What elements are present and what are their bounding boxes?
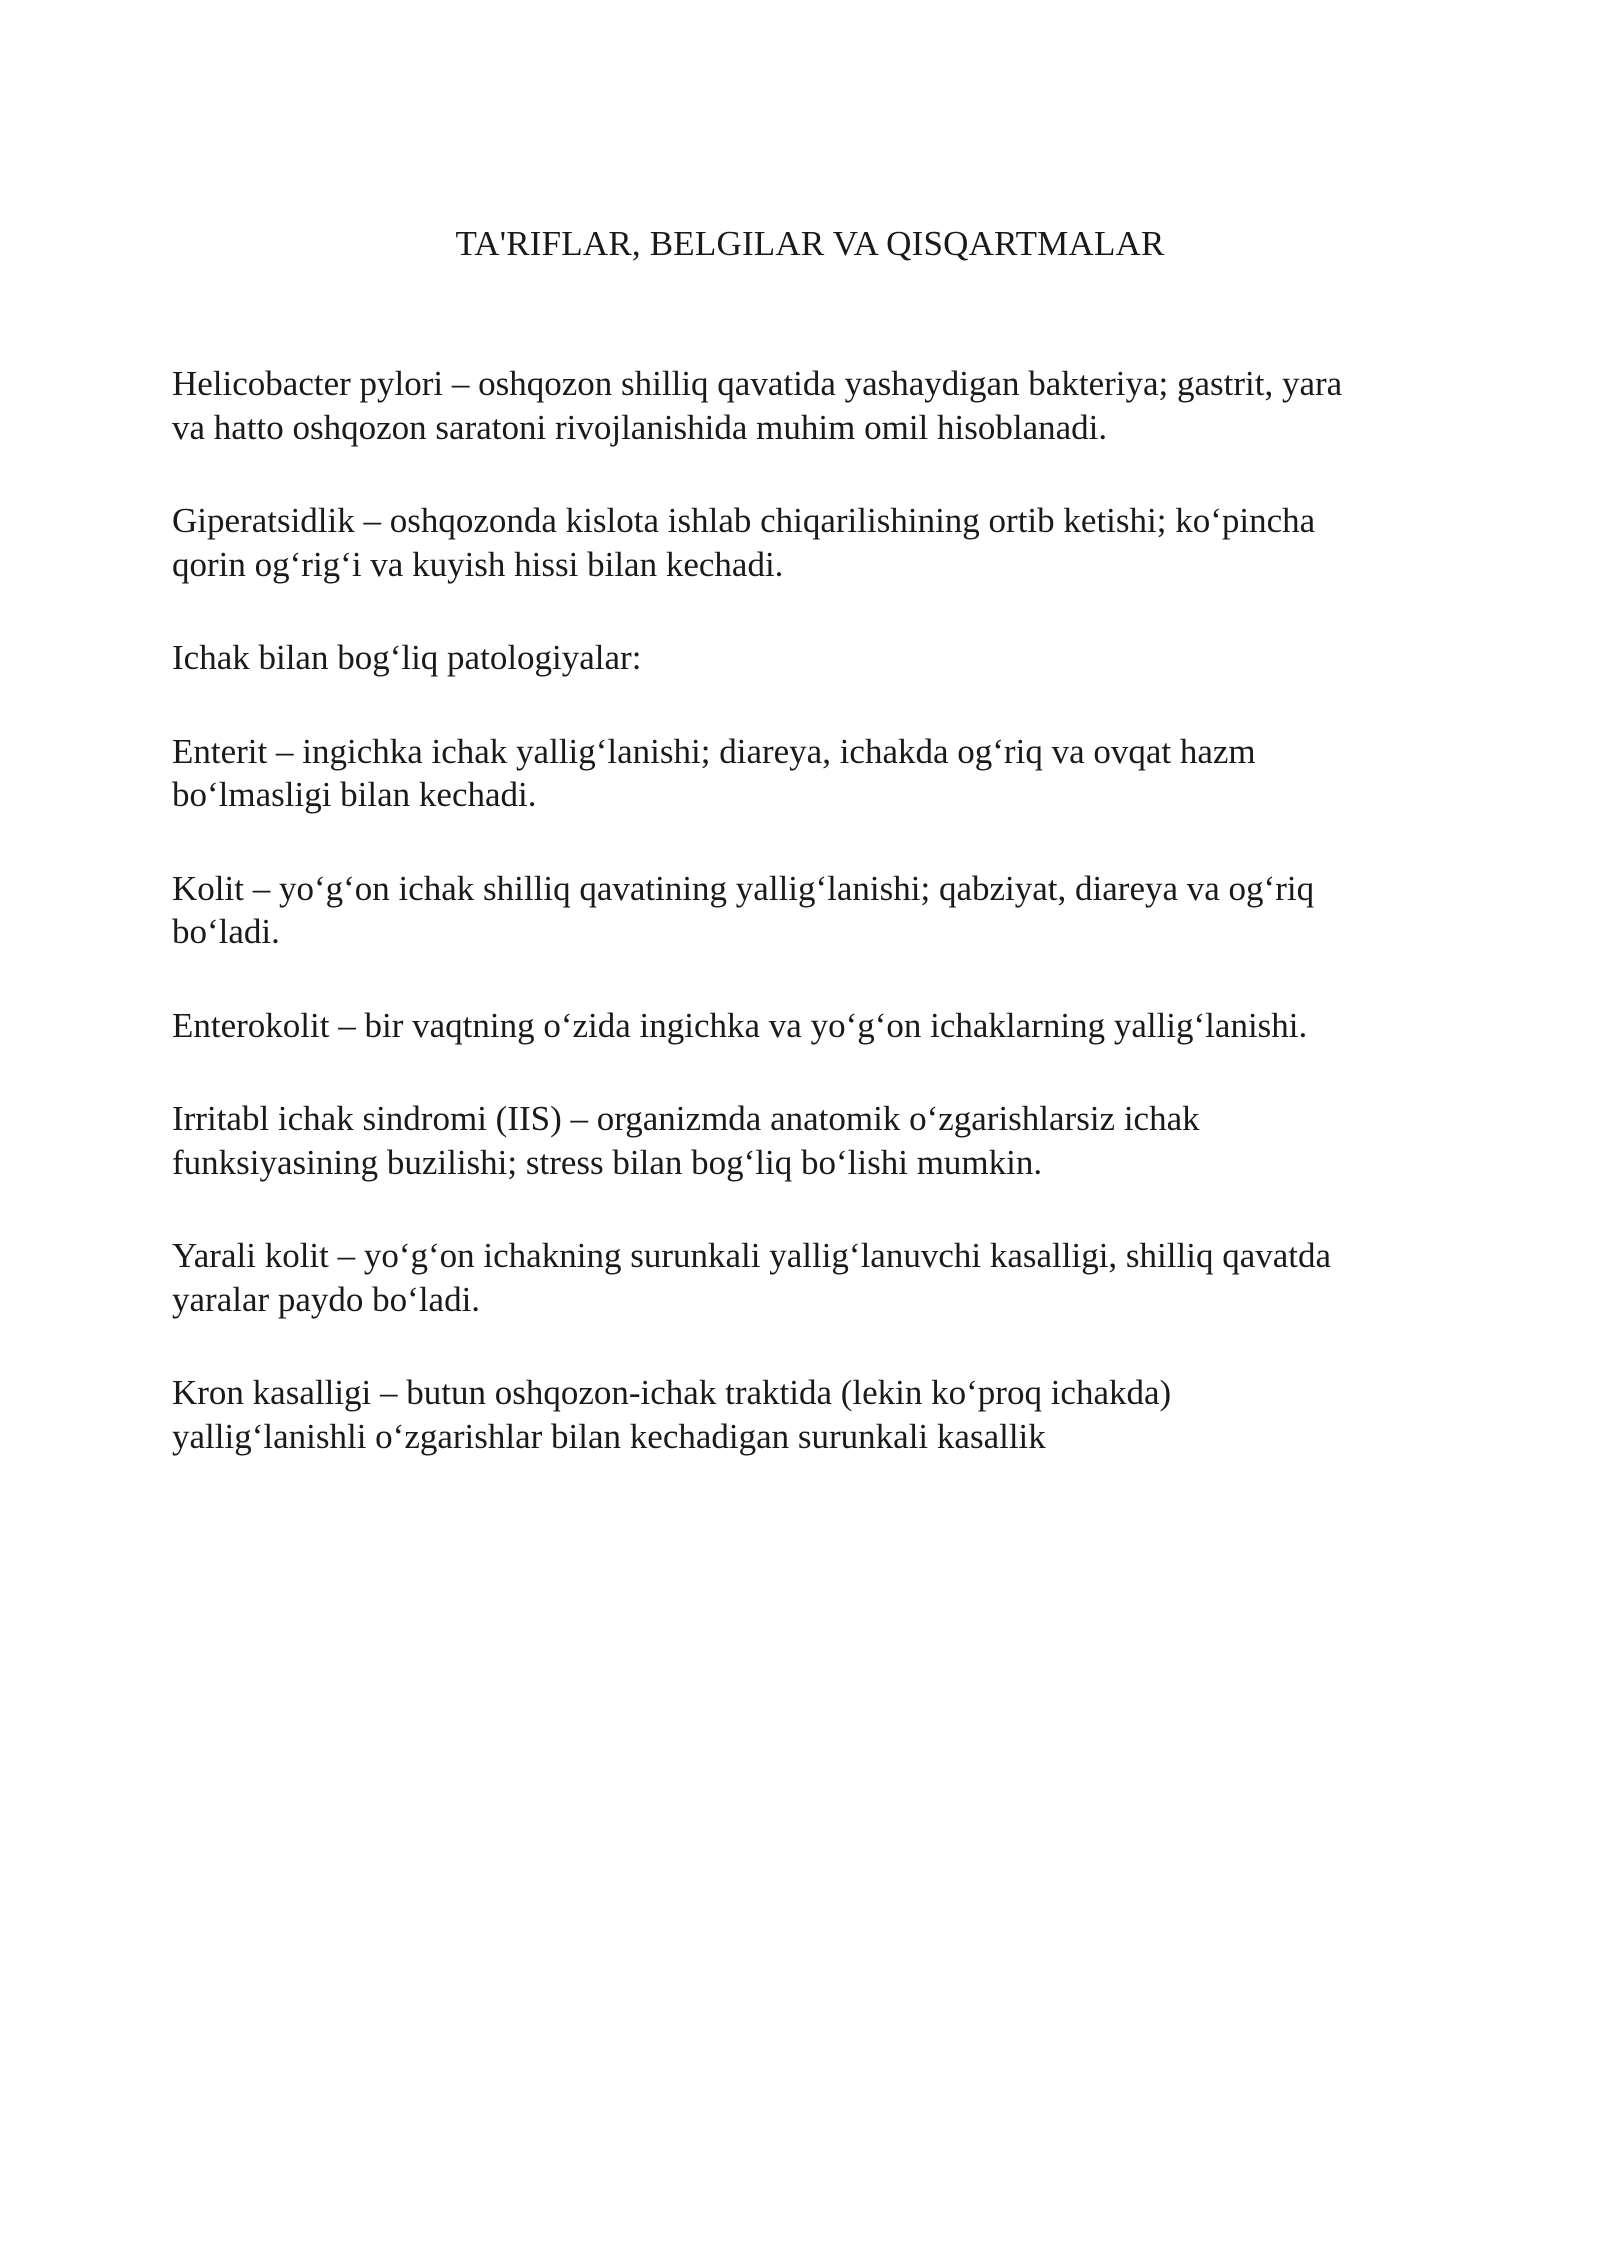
section-heading-paragraph (172, 636, 1462, 680)
definition-paragraph (172, 867, 1462, 954)
text-line: Yarali kolit – yo‘g‘on ichakning surunkali yallig‘lanuvchi kasalligi, shilliq qavatda (172, 1236, 1332, 1275)
text-line: Irritabl ichak sindromi (IIS) – organizmda anatomik o‘zgarishlarsiz ichak (172, 1099, 1200, 1138)
text-line: va hatto oshqozon saratoni rivojlanishida muhim omil hisoblanadi. (172, 407, 1108, 447)
text-line: bo‘ladi. (172, 912, 280, 951)
definition-paragraph (172, 499, 1462, 586)
text-line: Kron kasalligi – butun oshqozon-ichak traktida (lekin ko‘proq ichakda) (172, 1373, 1172, 1412)
document-body (172, 362, 1462, 1508)
text-line: Ichak bilan bog‘liq patologiyalar: (172, 638, 642, 677)
text-line: yallig‘lanishli o‘zgarishlar bilan kechadigan surunkali kasallik (172, 1416, 1046, 1456)
definition-paragraph (172, 362, 1462, 449)
text-line: bo‘lmasligi bilan kechadi. (172, 775, 537, 814)
text-line: Enterit – ingichka ichak yallig‘lanishi; diareya, ichakda og‘riq va ovqat hazm (172, 731, 1256, 771)
definition-paragraph (172, 1097, 1462, 1184)
text-line: qorin og‘rig‘i va kuyish hissi bilan kechadi. (172, 544, 784, 584)
text-line: funksiyasining buzilishi; stress bilan bog‘liq bo‘lishi mumkin. (172, 1142, 1043, 1182)
definition-paragraph (172, 1004, 1462, 1048)
page-title: TA'RIFLAR, BELGILAR VA QISQARTMALAR (455, 224, 1165, 263)
text-line: yaralar paydo bo‘ladi. (172, 1279, 481, 1319)
definition-paragraph (172, 1234, 1462, 1321)
definition-paragraph (172, 1371, 1462, 1458)
text-line: Enterokolit – bir vaqtning o‘zida ingichka va yo‘g‘on ichaklarning yallig‘lanishi. (172, 1005, 1308, 1045)
definition-paragraph (172, 730, 1462, 817)
text-line: Helicobacter pylori – oshqozon shilliq qavatida yashaydigan bakteriya; gastrit, yara (172, 364, 1343, 403)
text-line: Kolit – yo‘g‘on ichak shilliq qavatining yallig‘lanishi; qabziyat, diareya va og‘riq (172, 868, 1315, 908)
text-line: Giperatsidlik – oshqozonda kislota ishlab chiqarilishining ortib ketishi; ko‘pincha (172, 501, 1316, 540)
